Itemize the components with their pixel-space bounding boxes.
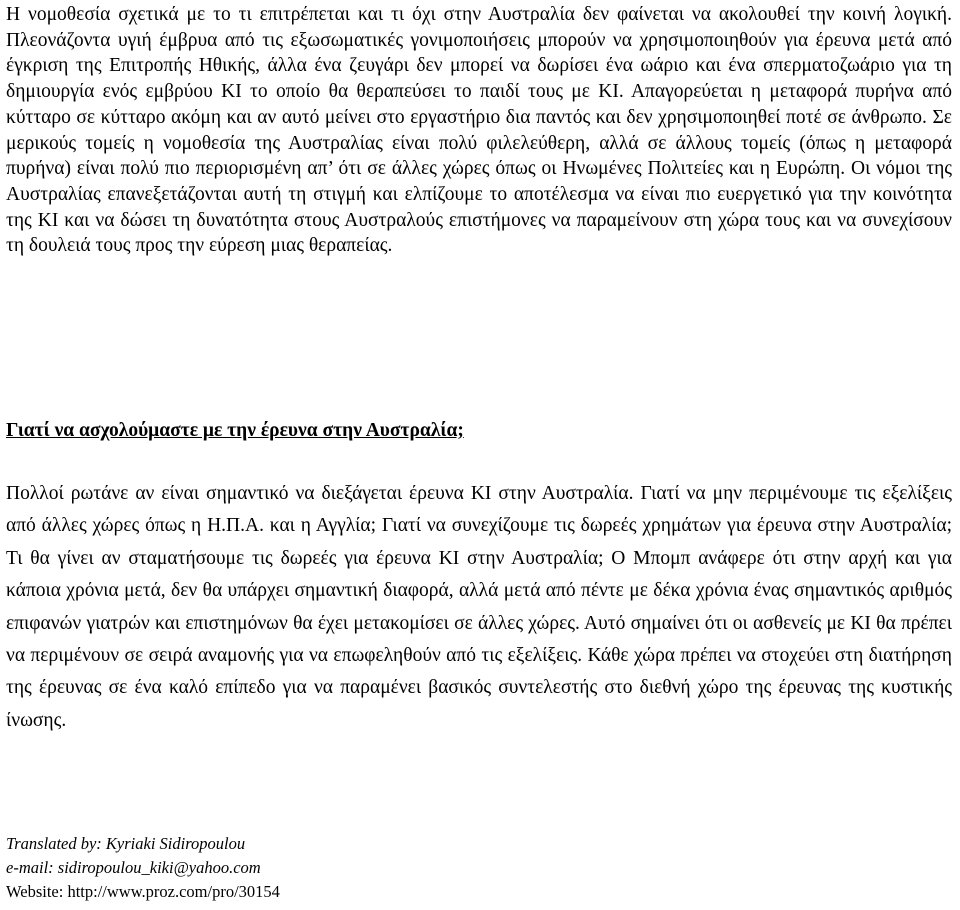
translator-website: Website: http://www.proz.com/pro/30154 bbox=[6, 882, 280, 901]
paragraph-why-research-in-australia: Πολλοί ρωτάνε αν είναι σημαντικό να διεξάγεται έρευνα ΚΙ στην Αυστραλία. Γιατί να μην περιμένουμε τις εξελίξεις από άλλες χώρες όπως η Η.Π.Α. και η Αγγλία; Γιατί να συνεχίζουμε τις δωρεές χρημάτων για έρευνα στην Αυστραλία; Τι θα γίνει αν σταματήσουμε τις δωρεές για έρευνα ΚΙ στην Αυστραλία; Ο Μπομπ ανάφερε ότι στην αρχή και για κάποια χρόνια μετά, δεν θα υπάρχει σημαντική διαφορά, αλλά μετά από πέντε με δέκα χρόνια ένας σημαντικός αριθμός επιφανών γιατρών και επιστημόνων θα έχει μετακομίσει σε άλλες χώρες. Αυτό σημαίνει ότι οι ασθενείς με ΚΙ θα πρέπει να περιμένουν σε σειρά αναμονής για να επωφεληθούν από τις εξελίξεις. Κάθε χώρα πρέπει να στοχεύει στη διατήρηση της έρευνας σε ένα καλό επίπεδο για να παραμένει βασικός συντελεστής στο διεθνή χώρο της έρευνας της κυστικής ίνωσης. bbox=[6, 483, 952, 731]
translated-by: Translated by: Kyriaki Sidiropoulou bbox=[6, 834, 246, 853]
section-heading: Γιατί να ασχολούμαστε με την έρευνα στην Αυστραλία; bbox=[6, 420, 464, 441]
translator-credits bbox=[6, 832, 280, 904]
paragraph-australian-legislation: Η νομοθεσία σχετικά με το τι επιτρέπεται και τι όχι στην Αυστραλία δεν φαίνεται να ακολουθεί την κοινή λογική. Πλεονάζοντα υγιή έμβρυα από τις εξωσωματικές γονιμοποιήσεις μπορούν να χρησιμοποιηθούν για έρευνα μετά από έγκριση της Επιτροπής Ηθικής, άλλα ένα ζευγάρι δεν μπορεί να δωρίσει ένα ωάριο και ένα σπερματοζωάριο για τη δημιουργία ενός εμβρύου ΚΙ το οποίο θα θεραπεύσει το παιδί τους με ΚΙ. Απαγορεύεται η μεταφορά πυρήνα από κύτταρο σε κύτταρο ακόμη και αν αυτό μείνει στο εργαστήριο δια παντός και δεν χρησιμοποιηθεί ποτέ σε άνθρωπο. Σε μερικούς τομείς η νομοθεσία της Αυστραλίας είναι πολύ φιλελεύθερη, αλλά σε άλλους τομείς (όπως η μεταφορά πυρήνα) είναι πολύ πιο περιορισμένη απ’ ότι σε άλλες χώρες όπως οι Ηνωμένες Πολιτείες και η Ευρώπη. Οι νόμοι της Αυστραλίας επανεξετάζονται αυτή τη στιγμή και ελπίζουμε το αποτέλεσμα να είναι πιο ευεργετικό για την κοινότητα της ΚΙ και να δώσει τη δυνατότητα στους Αυστραλούς επιστήμονες να παραμείνουν στη χώρα τους και να συνεχίσουν τη δουλειά τους προς την εύρεση μιας θεραπείας. bbox=[6, 4, 952, 257]
translator-email: e-mail: sidiropoulou_kiki@yahoo.com bbox=[6, 858, 261, 877]
